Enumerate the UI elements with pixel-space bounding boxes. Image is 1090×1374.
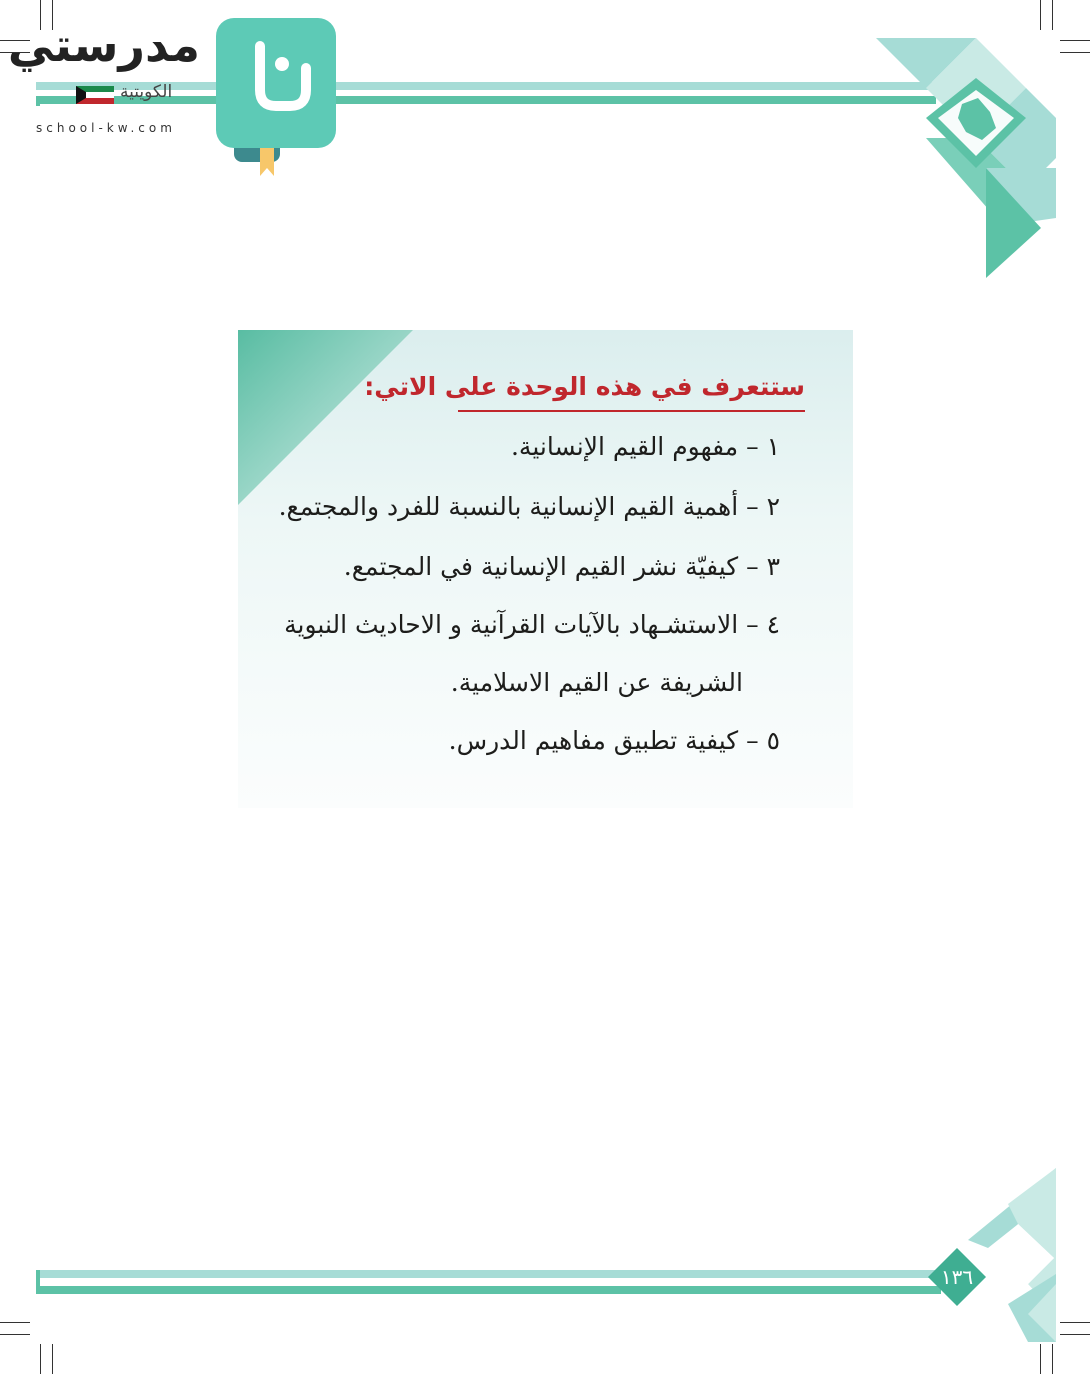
objective-item: ٥ – كيفية تطبيق مفاهيم الدرس. (448, 726, 780, 755)
objectives-box (238, 330, 853, 808)
crop-mark (1052, 0, 1053, 30)
crop-mark (1060, 1334, 1090, 1335)
footer-band-light (36, 1270, 941, 1278)
objective-item: ٣ – كيفيّة نشر القيم الإنسانية في المجتمع. (343, 552, 780, 581)
footer-band-dark (36, 1286, 941, 1294)
objective-item-continuation: الشريفة عن القيم الاسلامية. (450, 668, 743, 697)
objective-item: ٢ – أهمية القيم الإنسانية بالنسبة للفرد والمجتمع. (278, 492, 780, 521)
box-corner-triangle (238, 330, 418, 510)
crop-mark (0, 1334, 30, 1335)
crop-mark (0, 1322, 30, 1323)
crop-mark (1060, 52, 1090, 53)
crop-mark (1060, 40, 1090, 41)
crop-mark (1052, 1344, 1053, 1374)
objectives-heading: ستتعرف في هذه الوحدة على الاتي: (364, 372, 805, 401)
objective-item: ١ – مفهوم القيم الإنسانية. (510, 432, 780, 461)
crop-mark (40, 1344, 41, 1374)
logo-bookmark-icon (210, 16, 340, 178)
footer-accent (36, 1270, 40, 1294)
corner-ornament (866, 28, 1062, 278)
page-number: ١٣٦ (940, 1265, 974, 1289)
crop-mark (1040, 0, 1041, 30)
crop-mark (52, 1344, 53, 1374)
heading-underline (458, 410, 805, 412)
logo-subtitle: الكويتية (120, 82, 173, 102)
logo-accent (36, 96, 40, 106)
kuwait-flag-icon (76, 86, 114, 104)
crop-mark (1060, 1322, 1090, 1323)
logo-name: مدرستي (7, 18, 200, 72)
logo-url: school-kw.com (36, 121, 176, 135)
objective-item: ٤ – الاستشـهاد بالآيات القرآنية و الاحاديث النبوية (284, 610, 780, 639)
crop-mark (1040, 1344, 1041, 1374)
